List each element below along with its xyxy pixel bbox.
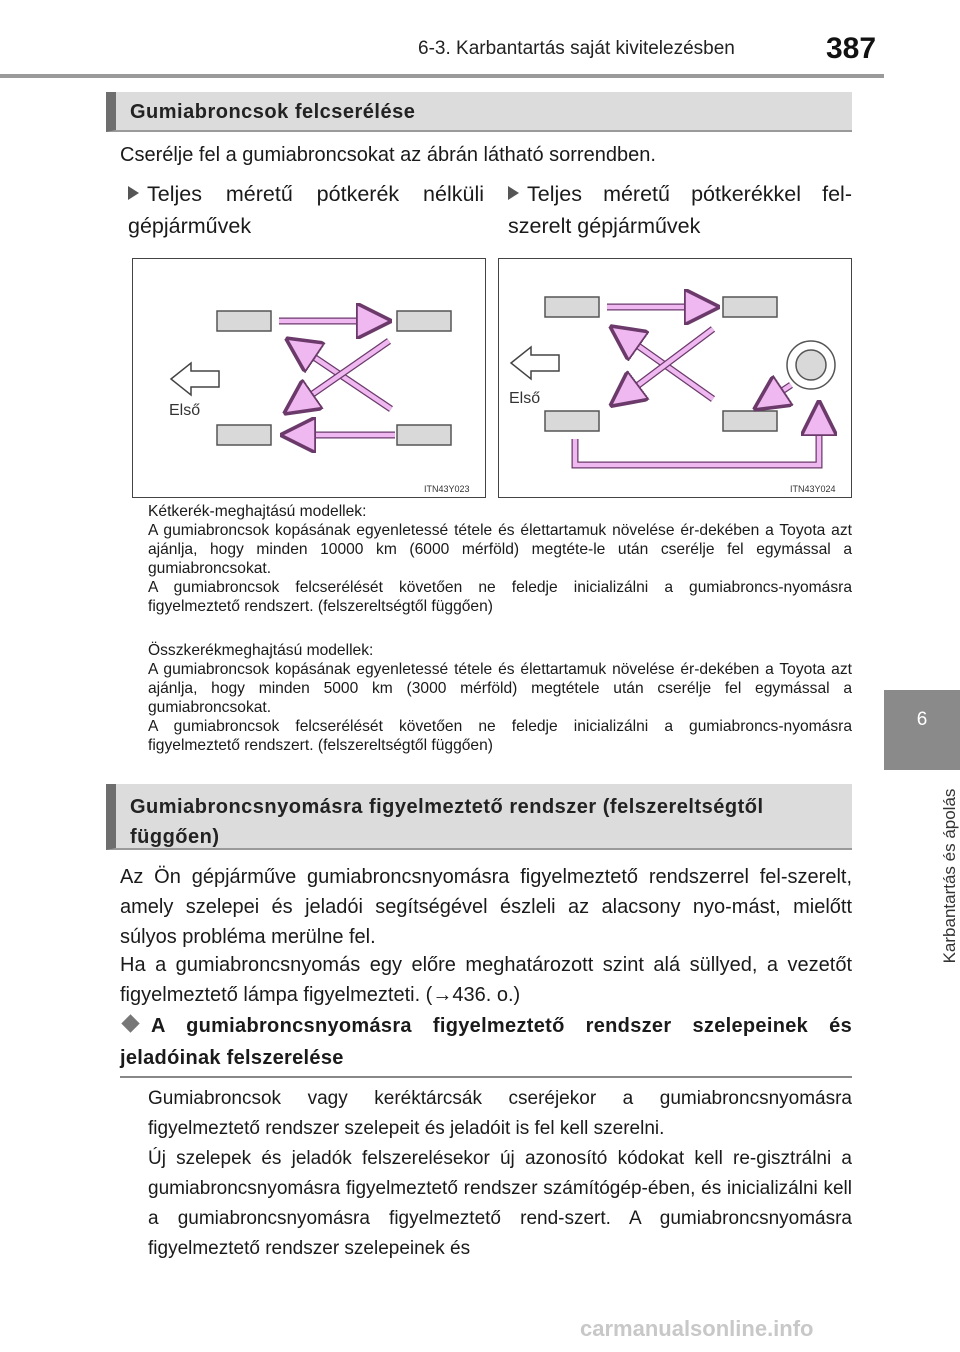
- note-2wd: [148, 502, 852, 616]
- triangle-bullet-icon: [508, 186, 519, 200]
- note-2wd-title: Kétkerék-meghajtású modellek:: [148, 503, 367, 520]
- diagram-code: ITN43Y023: [424, 484, 470, 494]
- note-awd-title: Összkerékmeghajtású modellek:: [148, 642, 374, 659]
- rotation-diagram-svg: [499, 259, 850, 496]
- triangle-bullet-icon: [128, 186, 139, 200]
- front-label: Első: [169, 402, 201, 419]
- chapter-tab-title: Karbantartás és ápolás: [940, 788, 959, 964]
- page-number: 387: [826, 32, 877, 65]
- section-title-tpms: Gumiabroncsnyomásra figyelmeztető rendszer (felszereltségtől függően): [106, 784, 852, 850]
- watermark: carmanualsonline.info: [580, 1316, 814, 1341]
- chapter-tab-label: [884, 776, 960, 976]
- tire-front-left: [217, 311, 271, 331]
- tpms-install-paragraph-1: Gumiabroncsok vagy keréktárcsák cseréjekor a gumiabroncsnyomásra figyelmeztető rendszer szelepeit és jeladóit is fel kell szerelni.: [148, 1088, 852, 1139]
- front-direction-arrow-icon: [511, 347, 559, 379]
- note-awd-text: A gumiabroncsok kopásának egyenletessé tétele és élettartamuk növelése ér-dekében a Toyota azt ajánlja, hogy minden 5000 km (3000 mérföld) megtétele után cserélje fel egymással a gumiabroncsokat.: [148, 661, 852, 716]
- note-2wd-text: A gumiabroncsok kopásának egyenletessé tétele és élettartamuk növelése ér-dekében a Toyota azt ajánlja, hogy minden 10000 km (6000 mérföld) megtéte-le után cserélje fel egymással a gumiabroncsokat.: [148, 522, 852, 577]
- col-right-title: [508, 178, 852, 242]
- rotation-diagram-svg: [133, 259, 484, 496]
- running-header-section: 6-3. Karbantartás saját kivitelezésben: [418, 38, 735, 59]
- tire-front-right: [397, 311, 451, 331]
- rotation-intro: Cserélje fel a gumiabroncsokat az ábrán látható sorrendben.: [120, 144, 656, 166]
- tire-front-right: [723, 297, 777, 317]
- header-rule: [0, 74, 884, 78]
- tire-rear-right: [397, 425, 451, 445]
- tpms-install-heading: [120, 1010, 852, 1074]
- col-left-title: [128, 178, 484, 242]
- col-right-title-text: Teljes méretű pótkerékkel fel-szerelt gépjárművek: [508, 182, 852, 238]
- tire-rear-left: [217, 425, 271, 445]
- diamond-bullet-icon: [121, 1014, 139, 1032]
- tire-rear-left: [545, 411, 599, 431]
- tire-rear-right: [723, 411, 777, 431]
- diagram-code: ITN43Y024: [790, 484, 836, 494]
- tpms-install-paragraph-2: Új szelepek és jeladók felszerelésekor új azonosító kódokat kell re-gisztrálni a gumiabroncsnyomásra figyelmeztető rendszer számítógép-ében, és inicializálni kell a gumiabroncsnyomásra figyelmeztető rend-szert. A gumiabroncsnyomásra figyelmeztető rendszer szelepeinek és: [148, 1148, 852, 1259]
- tire-front-left: [545, 297, 599, 317]
- note-awd-init: A gumiabroncsok felcserélését követően ne feledje inicializálni a gumiabroncs-nyomásra figyelmeztető rendszert. (felszereltségtől függően): [148, 718, 852, 754]
- front-label: Első: [509, 390, 541, 407]
- rotation-arrow: [761, 385, 791, 405]
- section-title-tire-rotation: Gumiabroncsok felcserélése: [106, 92, 852, 132]
- note-2wd-init: A gumiabroncsok felcserélését követően ne feledje inicializálni a gumiabroncs-nyomásra figyelmeztető rendszert. (felszereltségtől függően): [148, 579, 852, 615]
- rotation-diagram-with-spare: [498, 258, 852, 498]
- note-awd: [148, 641, 852, 755]
- tpms-paragraph-2: Ha a gumiabroncsnyomás egy előre meghatározott szint alá süllyed, a vezetőt figyelmeztető lámpa figyelmezteti. (→436. o.): [120, 954, 852, 1006]
- spare-tire-hub: [796, 350, 826, 380]
- sub-heading-rule: [120, 1076, 852, 1078]
- tpms-install-heading-text: A gumiabroncsnyomásra figyelmeztető rendszer szelepeinek és jeladóinak felszerelése: [120, 1015, 852, 1069]
- col-left-title-text: Teljes méretű pótkerék nélküli gépjárművek: [128, 182, 484, 238]
- rotation-arrow: [575, 409, 819, 465]
- chapter-tab-number: 6: [884, 690, 960, 770]
- tpms-paragraph-1: Az Ön gépjárműve gumiabroncsnyomásra figyelmeztető rendszerrel fel-szerelt, amely szelepei és jeladói segítségével észleli az alacsony nyo-mást, mielőtt súlyos probléma merülne fel.: [120, 866, 852, 948]
- rotation-diagram-no-spare: [132, 258, 486, 498]
- front-direction-arrow-icon: [171, 363, 219, 395]
